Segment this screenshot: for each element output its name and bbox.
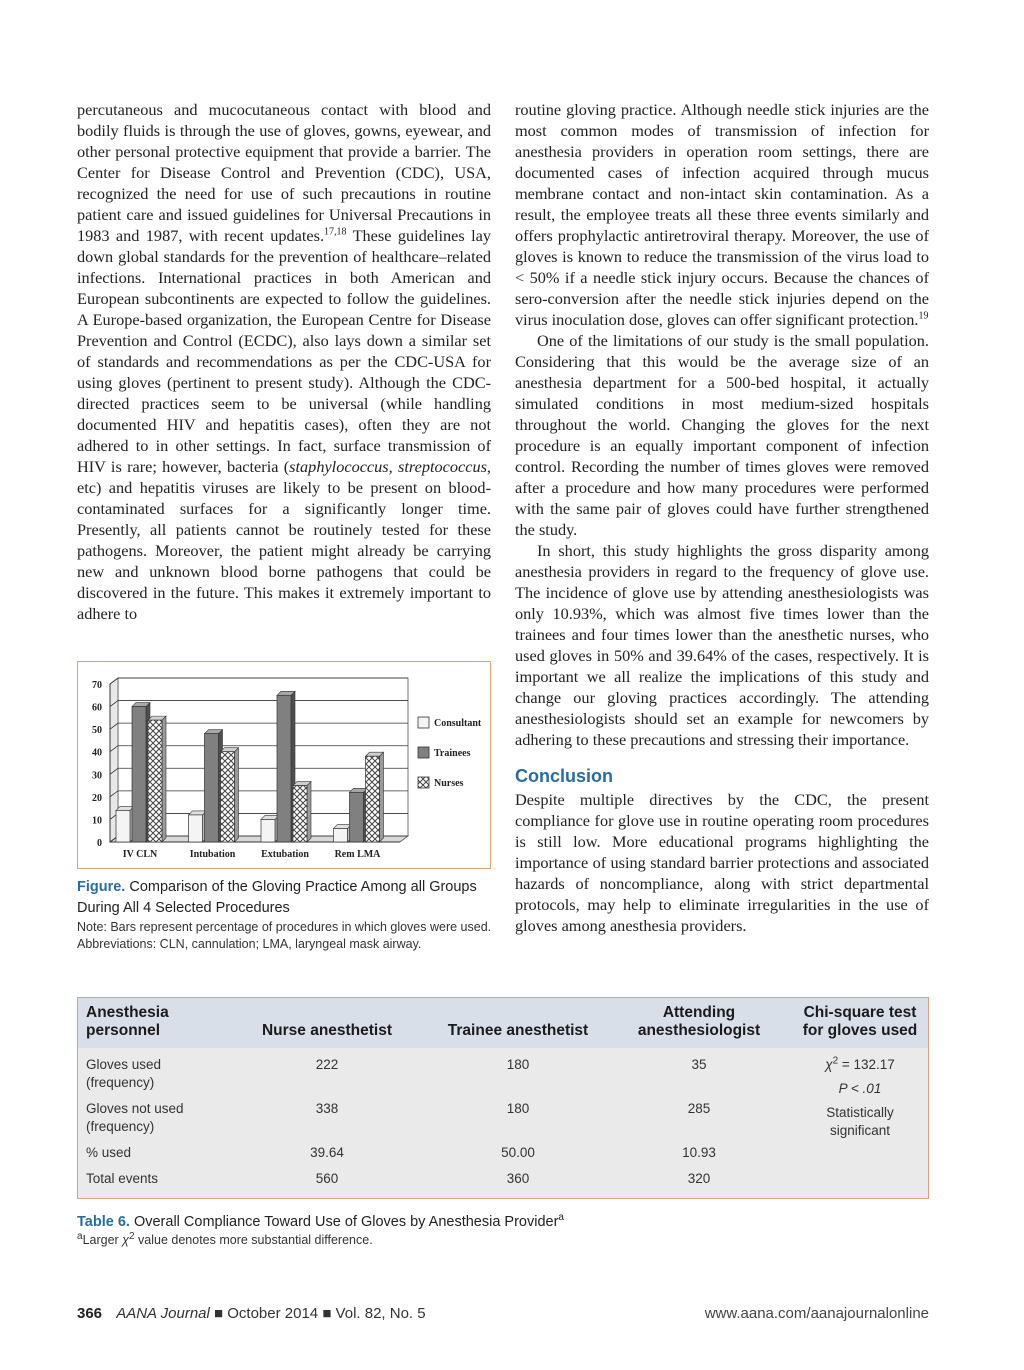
- y-tick-label: 70: [92, 680, 102, 691]
- bar: [366, 756, 380, 842]
- body-paragraph: One of the limitations of our study is the small population. Considering that this would be the average size of an anesthesia department for a 500-bed hospital, it actually simulated conditions in most medium-sized hospitals throughout the world. Changing the gloves for the next procedure is an equally important component of infection control. Recording the number of times gloves were removed after a procedure and how many procedures were performed with the same pair of gloves could have further strengthened the study.: [515, 331, 929, 539]
- table-row: [78, 1048, 929, 1096]
- table-cell: 320: [606, 1166, 792, 1199]
- citation-ref[interactable]: 17,18: [324, 226, 347, 238]
- legend-swatch: [418, 777, 429, 788]
- row-label: Total events: [78, 1166, 225, 1199]
- page-number: 366: [77, 1305, 103, 1322]
- x-tick-label: Rem LMA: [334, 849, 381, 860]
- table-header: Trainee anesthetist: [430, 998, 606, 1049]
- chi-significance: Statistically significant: [826, 1105, 894, 1138]
- y-tick-label: 60: [92, 702, 102, 714]
- table-label: Table 6.: [77, 1214, 130, 1230]
- bar-chart: [78, 662, 490, 868]
- table-cell: 180: [430, 1096, 606, 1140]
- bar: [132, 707, 146, 842]
- y-tick-label: 20: [92, 792, 102, 804]
- figure-box: [77, 661, 491, 869]
- table-header: Attending anesthesiologist: [606, 998, 792, 1049]
- journal-url[interactable]: www.aana.com/aanajournalonline: [704, 1305, 929, 1322]
- figure-label: Figure.: [77, 879, 126, 895]
- bar-side: [380, 752, 384, 842]
- row-label: % used: [78, 1140, 225, 1166]
- bar: [205, 734, 219, 842]
- table-header: Nurse anesthetist: [224, 998, 430, 1049]
- conclusion-heading: Conclusion: [515, 766, 613, 786]
- table-cell: 10.93: [606, 1140, 792, 1166]
- table-caption: Table 6. Overall Compliance Toward Use of Gloves by Anesthesia Provider$^a$ $^a$Larger $\chi^2$ value denotes more substantial difference.: [77, 1212, 937, 1249]
- figure-abbrev: Abbreviations: CLN, cannulation; LMA, laryngeal mask airway.: [77, 937, 422, 951]
- citation-ref[interactable]: 19: [918, 310, 929, 322]
- table-cell: 180: [430, 1048, 606, 1096]
- table-footnote: $^a$Larger $\chi^2$ value denotes more substantial difference.: [77, 1230, 373, 1247]
- y-tick-label: 40: [92, 747, 102, 759]
- body-paragraph: In short, this study highlights the gross disparity among anesthesia providers in regard to the frequency of glove use. The incidence of glove use by attending anesthesiologists was only 10.93%, which was almost five times lower than the trainees and four times lower than the anesthetic nurses, who used gloves in 50% and 39.64% of the cases, respectively. It is important we all realize the implications of this study and change our gloving practices accordingly. The attending anesthesiologists should set an example for newcomers by adhering to these precautions and stressing their importance.: [515, 541, 929, 749]
- legend-swatch: [418, 747, 429, 758]
- legend-label: Trainees: [434, 748, 471, 759]
- figure-note: Note: Bars represent percentage of procedures in which gloves were used.: [77, 920, 492, 934]
- table-cell: 222: [224, 1048, 430, 1096]
- table-cell: 285: [606, 1096, 792, 1140]
- bar: [116, 810, 130, 842]
- table-header: Chi-square test for gloves used: [792, 998, 929, 1049]
- body-paragraph: percutaneous and mucocutaneous contact with blood and bodily fluids is through the use of gloves, gowns, eyewear, and other personal protective equipment that provide a barrier. The Center for Disease Control and Prevention (CDC), USA, recognized the need for use of such precautions in routine patient care and issued guidelines for Universal Precautions in 1983 and 1987, with recent updates.$^{17,18}$ These guidelines lay down global standards for the prevention of healthcare–related infections. International practices in both American and European subcontinents are expected to follow the guidelines. A Europe-based organization, the European Centre for Disease Prevention and Control (ECDC), also lays down a similar set of standards and recommendations as per the CDC-USA for using gloves (pertinent to present study). Although the CDC-directed practices seem to be universal (while handling documented HIV and hepatitis cases), often they are not adhered to in other settings. In fact, surface transmission of HIV is rare; however, bacteria (staphylococcus, streptococcus, etc) and hepatitis viruses are likely to be present on blood-contaminated surfaces for a significantly longer time. Presently, all patients cannot be routinely tested for these pathogens. Moreover, the patient might already be carrying new and unknown blood borne pathogens that could be discovered in the future. This makes it extremely important to adhere to: [77, 100, 491, 623]
- bar: [350, 792, 364, 842]
- body-paragraph: routine gloving practice. Although needle stick injuries are the most common modes of transmission of infection for anesthesia providers in operation room settings, there are documented cases of infection acquired through mucus membrane contact and non-intact skin contamination. As a result, the employee treats all these three events similarly and offers prophylactic antiretroviral therapy. Moreover, the use of gloves is known to reduce the transmission of the virus load to < 50% if a needle stick injury occurs. Because the chances of sero-conversion after the needle stick injuries depend on the virus inoculation dose, gloves can offer significant protection.$^{19}$: [515, 100, 929, 329]
- table-cell: 35: [606, 1048, 792, 1096]
- y-tick-label: 0: [97, 838, 102, 849]
- chi-stat: $\chi^2 = 132.17$: [825, 1055, 895, 1072]
- bar-side: [162, 716, 166, 842]
- x-tick-label: IV CLN: [122, 849, 158, 860]
- table-cell: 39.64: [224, 1140, 430, 1166]
- legend-label: Consultant: [434, 718, 482, 729]
- table-header: Anesthesia personnel: [78, 998, 225, 1049]
- bar-side: [307, 782, 311, 842]
- issue-info: ■ October 2014 ■ Vol. 82, No. 5: [209, 1305, 426, 1322]
- table-header-row: [78, 998, 929, 1049]
- row-label: Gloves not used (frequency): [78, 1096, 225, 1140]
- bar: [189, 815, 203, 842]
- bar: [148, 720, 162, 842]
- bar: [334, 828, 348, 842]
- figure-caption: [77, 877, 497, 953]
- bar: [261, 819, 275, 842]
- compliance-table: [77, 997, 929, 1199]
- legend-label: Nurses: [434, 778, 464, 789]
- table-cell: 50.00: [430, 1140, 606, 1166]
- bar: [293, 786, 307, 842]
- chi-square-cell: [792, 1048, 929, 1199]
- bar-side: [235, 748, 239, 842]
- x-tick-label: Intubation: [189, 849, 236, 860]
- y-tick-label: 30: [92, 770, 102, 782]
- y-tick-label: 50: [92, 725, 102, 737]
- x-tick-label: Extubation: [261, 849, 309, 860]
- legend-swatch: [418, 717, 429, 728]
- page-footer: [77, 1305, 929, 1322]
- table-cell: 560: [224, 1166, 430, 1199]
- table-title: Overall Compliance Toward Use of Gloves by Anesthesia Provider: [133, 1214, 559, 1230]
- left-column: [77, 99, 491, 624]
- right-column: [515, 99, 929, 936]
- bar: [221, 752, 235, 842]
- row-label: Gloves used (frequency): [78, 1048, 225, 1096]
- figure-title: Comparison of the Gloving Practice Among all Groups During All 4 Selected Procedures: [77, 879, 477, 916]
- journal-name: AANA Journal: [116, 1305, 210, 1322]
- bar: [277, 695, 291, 842]
- conclusion-paragraph: Despite multiple directives by the CDC, the present compliance for glove use in routine operating room procedures is still low. More educational programs highlighting the importance of using standard barrier protections and associated hazards of noncompliance, along with strict departmental protocols, may help to eliminate irregularities in the use of gloves among anesthesia providers.: [515, 790, 929, 935]
- table-cell: 360: [430, 1166, 606, 1199]
- y-tick-label: 10: [92, 815, 102, 827]
- table-cell: 338: [224, 1096, 430, 1140]
- chi-p-value: P < .01: [838, 1081, 882, 1096]
